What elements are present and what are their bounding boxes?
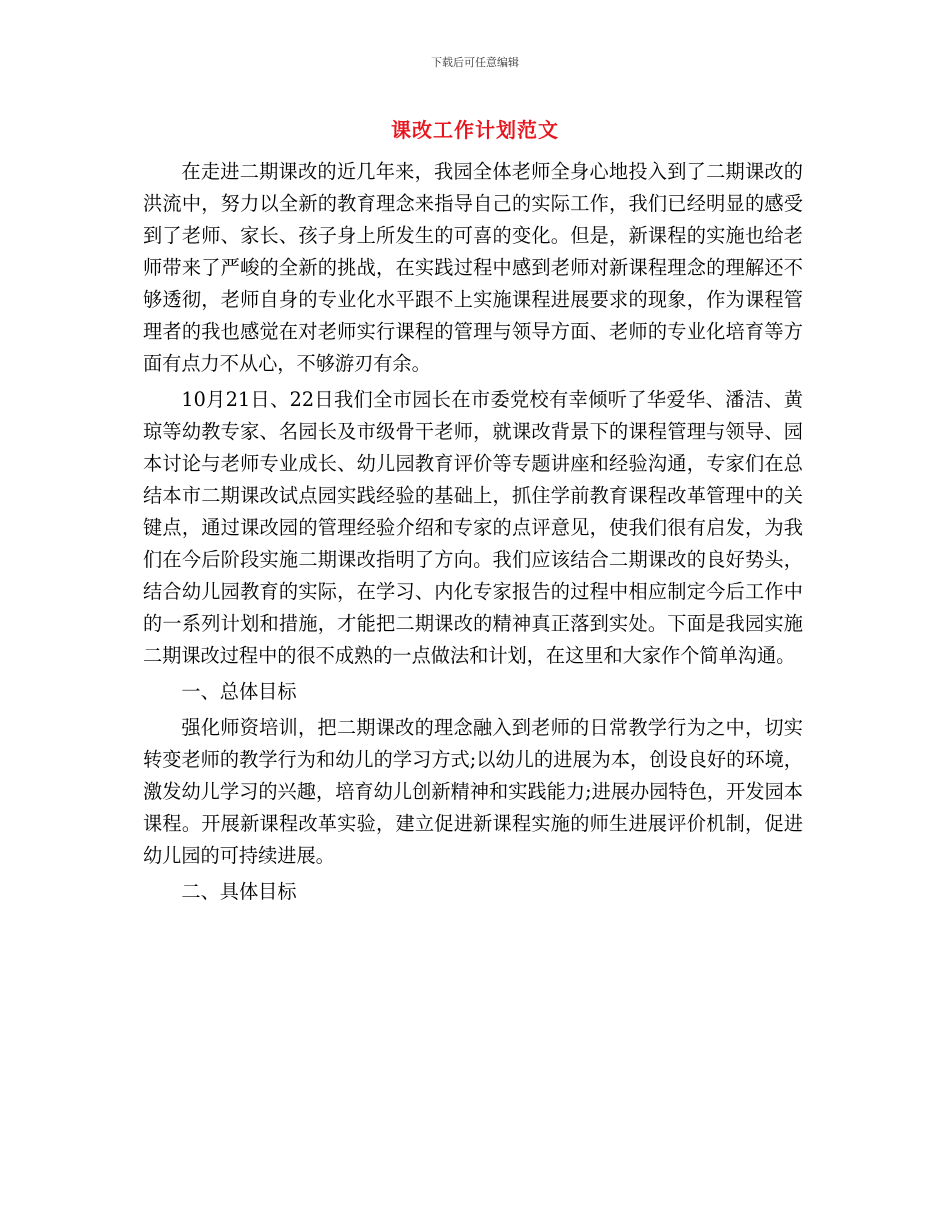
paragraph-intro: 在走进二期课改的近几年来，我园全体老师全身心地投入到了二期课改的洪流中，努力以全新的教育理念来指导自己的实际工作，我们已经明显的感受到了老师、家长、孩子身上所发生的可喜的变化。但是，新课程的实施也给老师带来了严峻的全新的挑战，在实践过程中感到老师对新课程理念的理解还不够透彻，老师自身的专业化水平跟不上实施课程进展要求的现象，作为课程管理者的我也感觉在对老师实行课程的管理与领导方面、老师的专业化培育等方面有点力不从心，不够游刃有余。 [143, 160, 803, 375]
paragraph-overall-goals: 强化师资培训，把二期课改的理念融入到老师的日常教学行为之中，切实转变老师的教学行为和幼儿的学习方式;以幼儿的进展为本，创设良好的环境，激发幼儿学习的兴趣，培育幼儿创新精神和实践能力;进展办园特色，开发园本课程。开展新课程改革实验，建立促进新课程实施的师生进展评价机制，促进幼儿园的可持续进展。 [143, 716, 803, 867]
page-title: 课改工作计划范文 [391, 118, 559, 142]
document-body [143, 156, 803, 912]
paragraph-meeting: 10月21日、22日我们全市园长在市委党校有幸倾听了华爱华、潘洁、黄琼等幼教专家、名园长及市级骨干老师，就课改背景下的课程管理与领导、园本讨论与老师专业成长、幼儿园教育评价等专题讲座和经验沟通，专家们在总结本市二期课改试点园实践经验的基础上，抓住学前教育课程改革管理中的关键点，通过课改园的管理经验介绍和专家的点评意见，使我们很有启发，为我们在今后阶段实施二期课改指明了方向。我们应该结合二期课改的良好势头，结合幼儿园教育的实际，在学习、内化专家报告的过程中相应制定今后工作中的一系列计划和措施，才能把二期课改的精神真正落到实处。下面是我园实施二期课改过程中的很不成熟的一点做法和计划，在这里和大家作个简单沟通。 [143, 388, 803, 667]
header-note: 下载后可任意编辑 [431, 56, 519, 69]
section-heading-overall-goals: 一、总体目标 [181, 680, 297, 703]
section-heading-specific-goals: 二、具体目标 [181, 880, 297, 903]
